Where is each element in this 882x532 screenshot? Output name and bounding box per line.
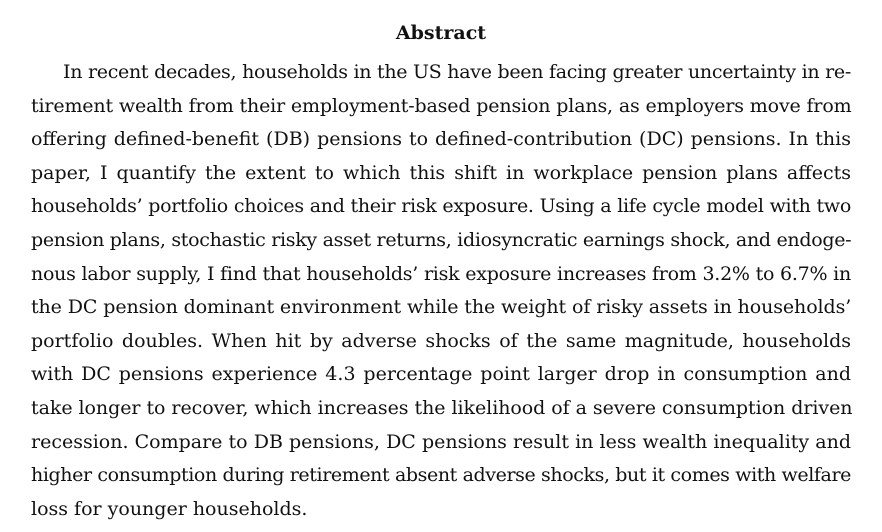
abstract-line: higher consumption during retirement absent adverse shocks, but it comes with welfare [31, 464, 851, 487]
abstract-line: tirement wealth from their employment-based pension plans, as employers move from [31, 94, 852, 117]
abstract-line: loss for younger households. [31, 497, 308, 520]
abstract-line: take longer to recover, which increases the likelihood of a severe consumption driven [31, 396, 853, 419]
abstract-line: recession. Compare to DB pensions, DC pensions result in less wealth inequality and [31, 430, 851, 453]
abstract-line: nous labor supply, I find that households’ risk exposure increases from 3.2% to 6.7% in [31, 262, 851, 285]
abstract-line: households’ portfolio choices and their risk exposure. Using a life cycle model with two [31, 195, 851, 218]
abstract-line: paper, I quantify the extent to which this shift in workplace pension plans affects [31, 161, 851, 184]
abstract-heading: Abstract [395, 22, 487, 44]
abstract-line: portfolio doubles. When hit by adverse shocks of the same magnitude, households [31, 329, 851, 352]
abstract-line: offering defined-benefit (DB) pensions to defined-contribution (DC) pensions. In this [31, 128, 851, 151]
abstract-line: with DC pensions experience 4.3 percentage point larger drop in consumption and [31, 363, 851, 386]
abstract-line: the DC pension dominant environment while the weight of risky assets in households’ [31, 296, 852, 319]
abstract-line: In recent decades, households in the US have been facing greater uncertainty in re- [63, 61, 851, 83]
abstract-line: pension plans, stochastic risky asset returns, idiosyncratic earnings shock, and endoge- [31, 228, 852, 251]
abstract-body [31, 56, 851, 526]
